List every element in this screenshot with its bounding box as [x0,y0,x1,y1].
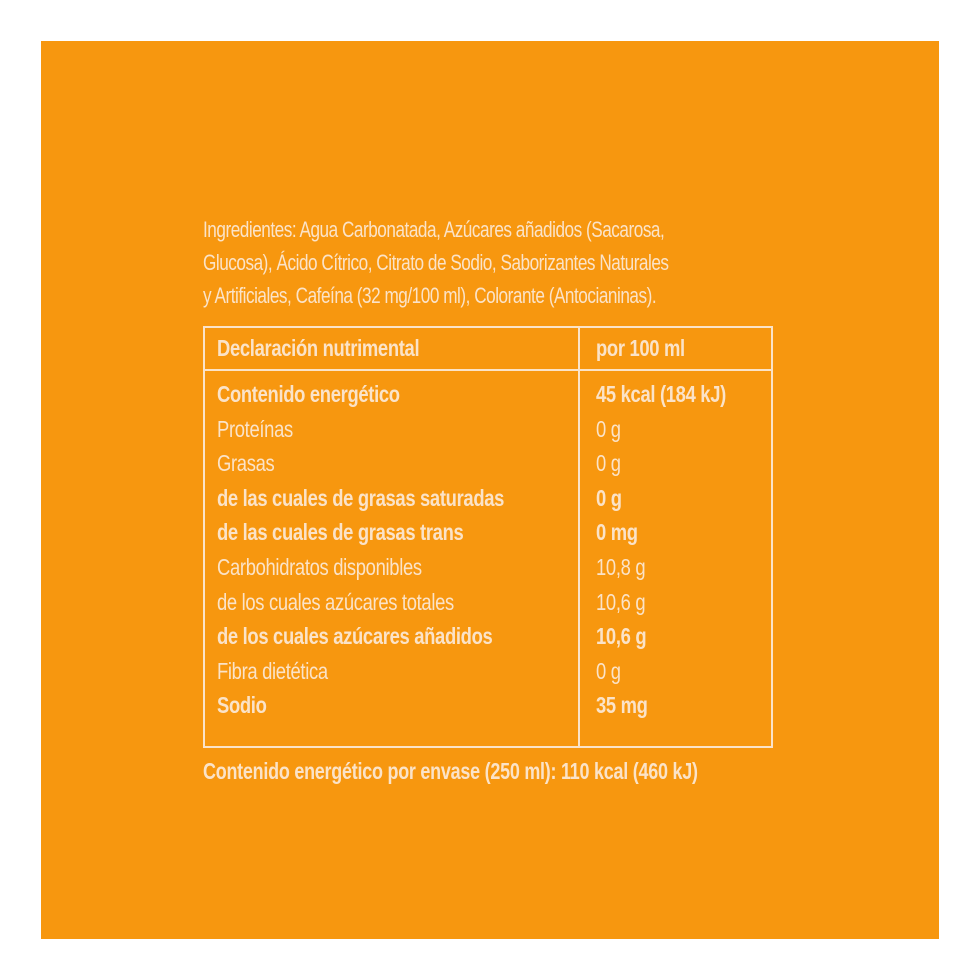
header-divider [205,369,771,371]
nutrient-label: Contenido energético [217,381,400,407]
nutrient-label: Sodio [217,692,267,719]
nutrition-table [203,326,773,748]
nutrient-value: 0 g [596,484,622,511]
nutrient-label: Fibra dietética [217,657,328,684]
nutrient-value: 0 g [596,657,621,684]
nutrient-label: Proteínas [217,415,293,442]
table-header-label: Declaración nutrimental [217,335,420,361]
column-divider [578,328,580,746]
nutrient-value: 10,8 g [596,554,646,580]
nutrient-label: de las cuales de grasas saturadas [217,484,505,511]
nutrient-value: 10,6 g [596,623,647,650]
ingredients-line-3: y Artificiales, Cafeína (32 mg/100 ml), Colorante (Antocianinas). [203,283,657,308]
nutrient-label: de los cuales azúcares totales [217,588,454,615]
nutrient-value: 35 mg [596,692,648,719]
label-panel [41,41,939,939]
nutrient-label: Grasas [217,450,275,477]
nutrition-label [203,213,783,784]
nutrient-value: 10,6 g [596,588,646,615]
nutrient-label: Carbohidratos disponibles [217,554,422,580]
nutrient-value: 0 g [596,450,621,477]
nutrient-value: 0 g [596,415,621,442]
table-header-value: por 100 ml [596,335,685,361]
energy-per-package: Contenido energético por envase (250 ml): 110 kcal (460 kJ) [203,758,698,784]
ingredients-text [203,213,780,312]
nutrient-value: 0 mg [596,519,638,546]
nutrient-value: 45 kcal (184 kJ) [596,381,726,407]
ingredients-line-1: Ingredientes: Agua Carbonatada, Azúcares añadidos (Sacarosa, [203,217,665,242]
nutrient-label: de las cuales de grasas trans [217,519,464,546]
ingredients-line-2: Glucosa), Ácido Cítrico, Citrato de Sodio, Saborizantes Naturales [203,250,669,275]
nutrient-label: de los cuales azúcares añadidos [217,623,493,650]
